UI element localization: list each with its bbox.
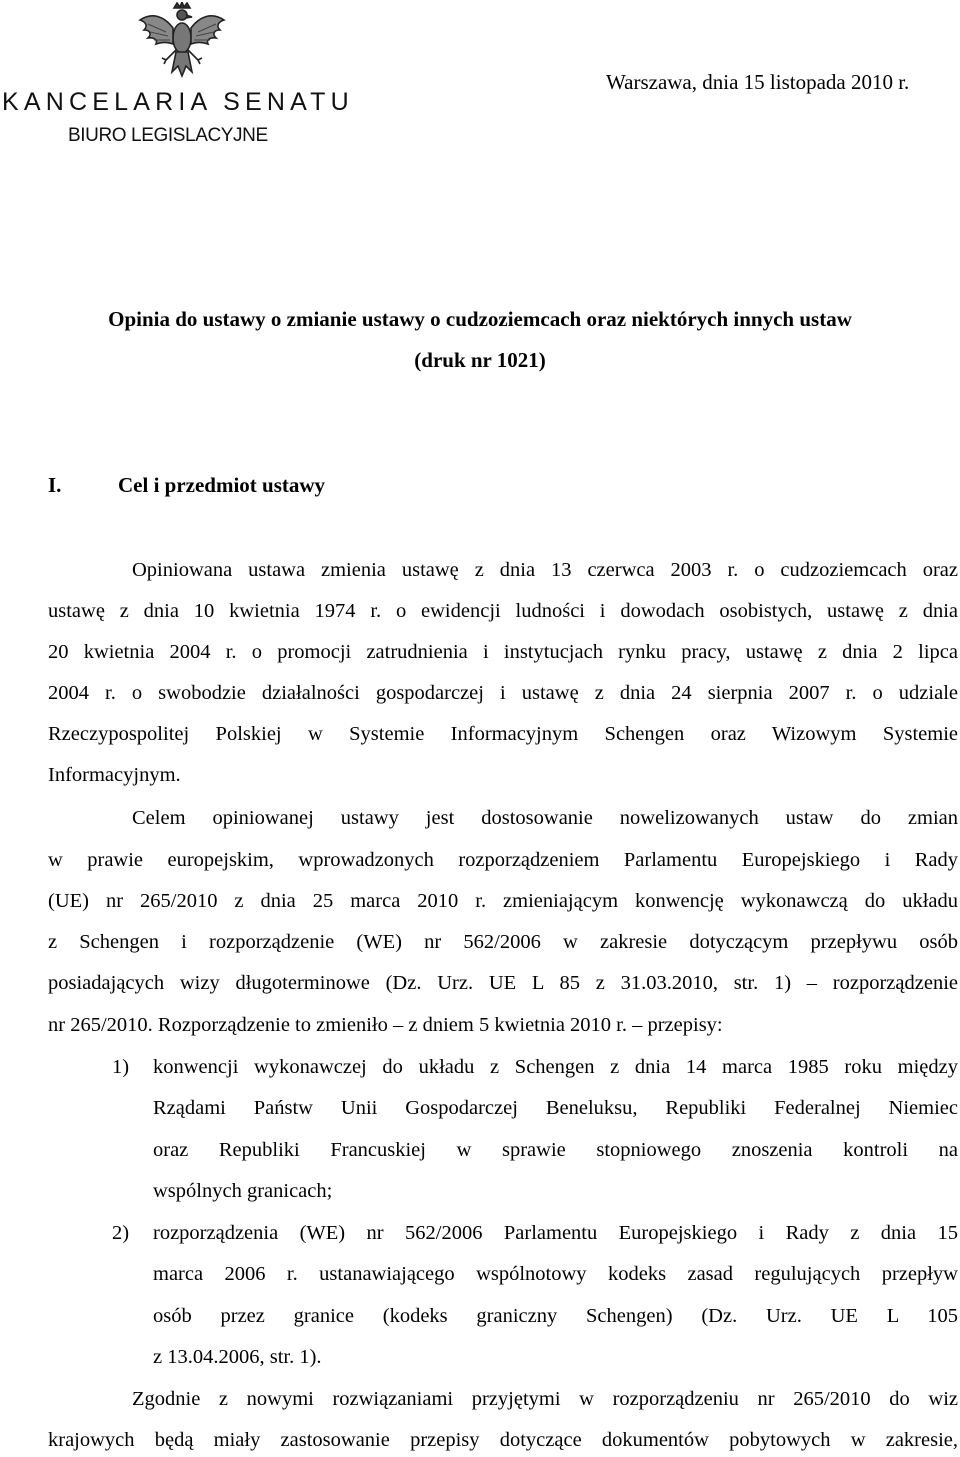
- list-item-line: oraz Republiki Francuskiej w sprawie stopniowego znoszenia kontroli na: [153, 1139, 958, 1161]
- document-title: Opinia do ustawy o zmianie ustawy o cudzoziemcach oraz niektórych innych ustaw: [108, 307, 852, 331]
- document-subtitle: (druk nr 1021): [414, 348, 546, 372]
- body-line: z Schengen i rozporządzenie (WE) nr 562/2006 w zakresie dotyczącym przepływu osób: [48, 931, 958, 953]
- list-item-line: konwencji wykonawczej do układu z Schengen z dnia 14 marca 1985 roku między: [153, 1056, 958, 1078]
- body-line: Celem opiniowanej ustawy jest dostosowanie nowelizowanych ustaw do zmian: [132, 807, 958, 829]
- body-line: nr 265/2010. Rozporządzenie to zmieniło – z dniem 5 kwietnia 2010 r. – przepisy:: [48, 1014, 723, 1036]
- body-line: 2004 r. o swobodzie działalności gospodarczej i ustawę z dnia 24 sierpnia 2007 r. o udziale: [48, 682, 958, 704]
- body-line: Informacyjnym.: [48, 764, 181, 786]
- body-line: w prawie europejskim, wprowadzonych rozporządzeniem Parlamentu Europejskiego i Rady: [48, 849, 958, 871]
- body-line: 20 kwietnia 2004 r. o promocji zatrudnienia i instytucjach rynku pracy, ustawę z dnia 2 lipca: [48, 641, 958, 663]
- body-line: posiadających wizy długoterminowe (Dz. Urz. UE L 85 z 31.03.2010, str. 1) – rozporządzenie: [48, 972, 958, 994]
- body-line: (UE) nr 265/2010 z dnia 25 marca 2010 r. zmieniającym konwencję wykonawczą do układu: [48, 890, 958, 912]
- list-item-line: osób przez granice (kodeks graniczny Schengen) (Dz. Urz. UE L 105: [153, 1305, 958, 1327]
- body-line: krajowych będą miały zastosowanie przepisy dotyczące dokumentów pobytowych w zakresie,: [48, 1429, 958, 1451]
- body-line: Zgodnie z nowymi rozwiązaniami przyjętymi w rozporządzeniu nr 265/2010 do wiz: [132, 1388, 958, 1410]
- list-item-line: wspólnych granicach;: [153, 1180, 333, 1202]
- body-line: Rzeczypospolitej Polskiej w Systemie Informacyjnym Schengen oraz Wizowym Systemie: [48, 723, 958, 745]
- list-number: 1): [112, 1056, 130, 1078]
- section-heading: [48, 473, 325, 498]
- section-title: Cel i przedmiot ustawy: [118, 473, 326, 497]
- list-item-line: marca 2006 r. ustanawiającego wspólnotowy kodeks zasad regulujących przepływ: [153, 1263, 958, 1285]
- body-line: ustawę z dnia 10 kwietnia 1974 r. o ewidencji ludności i dowodach osobistych, ustawę z dnia: [48, 600, 958, 622]
- list-item-line: rozporządzenia (WE) nr 562/2006 Parlamentu Europejskiego i Rady z dnia 15: [153, 1222, 958, 1244]
- list-item-line: Rządami Państw Unii Gospodarczej Beneluksu, Republiki Federalnej Niemiec: [153, 1097, 958, 1119]
- list-number: 2): [112, 1222, 130, 1244]
- document-date: Warszawa, dnia 15 listopada 2010 r.: [606, 70, 910, 94]
- letterhead: [0, 0, 380, 160]
- white-eagle-emblem-icon: [136, 2, 228, 84]
- body-line: Opiniowana ustawa zmienia ustawę z dnia 13 czerwca 2003 r. o cudzoziemcach oraz: [132, 559, 958, 581]
- list-item-line: z 13.04.2006, str. 1).: [153, 1346, 322, 1368]
- section-number: I.: [48, 473, 62, 497]
- institution-name: KANCELARIA SENATU: [2, 88, 354, 116]
- department-name: BIURO LEGISLACYJNE: [68, 125, 268, 146]
